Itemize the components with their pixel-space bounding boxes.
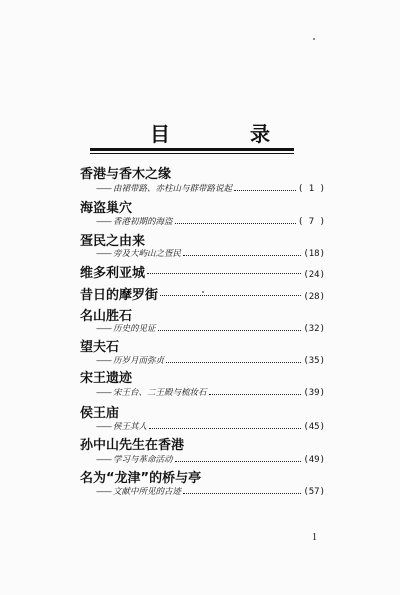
dot-leader [175, 223, 296, 224]
toc-heading-text: 侯王庙 [80, 406, 120, 421]
dash: —— [96, 422, 111, 432]
toc-heading [80, 467, 325, 486]
dash: —— [96, 217, 111, 227]
dot-leader [160, 295, 301, 296]
scan-speck [313, 38, 315, 40]
toc-page-number: (57) [303, 487, 325, 497]
toc-heading [80, 402, 325, 421]
dash: —— [96, 324, 111, 334]
title-char-2: 录 [250, 122, 270, 146]
dot-leader [175, 461, 302, 462]
toc-heading [80, 336, 325, 355]
toc-sub-entry [80, 322, 325, 334]
toc-heading-text: 望夫石 [80, 340, 120, 355]
toc-sub-entry [80, 485, 325, 497]
dot-leader [209, 394, 302, 395]
toc-sub-entry [80, 386, 325, 398]
page-folio: 1 [312, 532, 317, 543]
toc-sub-entry [80, 215, 325, 227]
dot-leader [234, 190, 296, 191]
toc-heading-text: 名山胜石 [80, 309, 133, 324]
dot-leader [183, 493, 301, 494]
toc-page-number: ( 1 ) [297, 184, 325, 194]
toc-sub-text: 宋王台、二王殿与梳妆石 [113, 388, 207, 398]
toc-page-number: (45) [303, 422, 325, 432]
toc-heading-text: 孙中山先生在香港 [80, 438, 185, 453]
toc-heading [80, 197, 325, 216]
toc-sub-text: 由裙带路、赤柱山与群带路说起 [113, 184, 233, 194]
toc-sub-entry [80, 354, 325, 366]
toc-sub-text: 历岁月而弥贞 [113, 356, 165, 366]
toc-page-number: (32) [303, 324, 325, 334]
toc-sub-text: 历史的见证 [113, 324, 156, 334]
toc-heading [80, 163, 325, 182]
toc-sub-text: 学习与革命活动 [113, 455, 173, 465]
toc-heading-text: 维多利亚城 [80, 266, 146, 281]
toc-heading-text: 昔日的摩罗街 [80, 288, 159, 303]
dash: —— [96, 356, 111, 366]
toc-page-number: (39) [303, 388, 325, 398]
toc-heading-entry [80, 284, 325, 303]
toc-page-number: (18) [303, 249, 325, 259]
toc-heading-entry [80, 262, 325, 281]
dot-leader [183, 255, 301, 256]
toc-heading-text: 宋王遗迹 [80, 371, 133, 386]
toc-page-number: (24) [303, 270, 325, 280]
toc-page-number: (28) [303, 292, 325, 302]
toc-sub-entry [80, 453, 325, 465]
toc-page-number: ( 7 ) [297, 217, 325, 227]
dot-leader [149, 428, 301, 429]
toc-heading-text: 海盗巢穴 [80, 201, 133, 216]
toc-sub-entry [80, 247, 325, 259]
toc-heading-text: 香港与香木之缘 [80, 167, 172, 182]
dash: —— [96, 184, 111, 194]
toc-heading [80, 434, 325, 453]
toc-sub-entry [80, 182, 325, 194]
dot-leader [147, 273, 301, 274]
toc-heading-text: 名为“龙津”的桥与亭 [80, 471, 202, 486]
toc-sub-text: 香港初期的海盗 [113, 217, 173, 227]
toc-sub-entry [80, 420, 325, 432]
dash: —— [96, 249, 111, 259]
dash: —— [96, 388, 111, 398]
toc-heading [80, 367, 325, 386]
dash: —— [96, 487, 111, 497]
toc-sub-text: 侯王其人 [113, 422, 148, 432]
toc-sub-text: 旁及大屿山之疍民 [113, 249, 182, 259]
scan-speck [202, 291, 204, 293]
dot-leader [158, 330, 302, 331]
toc-heading-text: 疍民之由来 [80, 234, 146, 249]
toc-page-number: (35) [303, 356, 325, 366]
dot-leader [166, 362, 301, 363]
toc-page-number: (49) [303, 455, 325, 465]
toc-sub-text: 文献中所见的古迹 [113, 487, 182, 497]
title-char-1: 目 [150, 122, 170, 146]
dash: —— [96, 455, 111, 465]
